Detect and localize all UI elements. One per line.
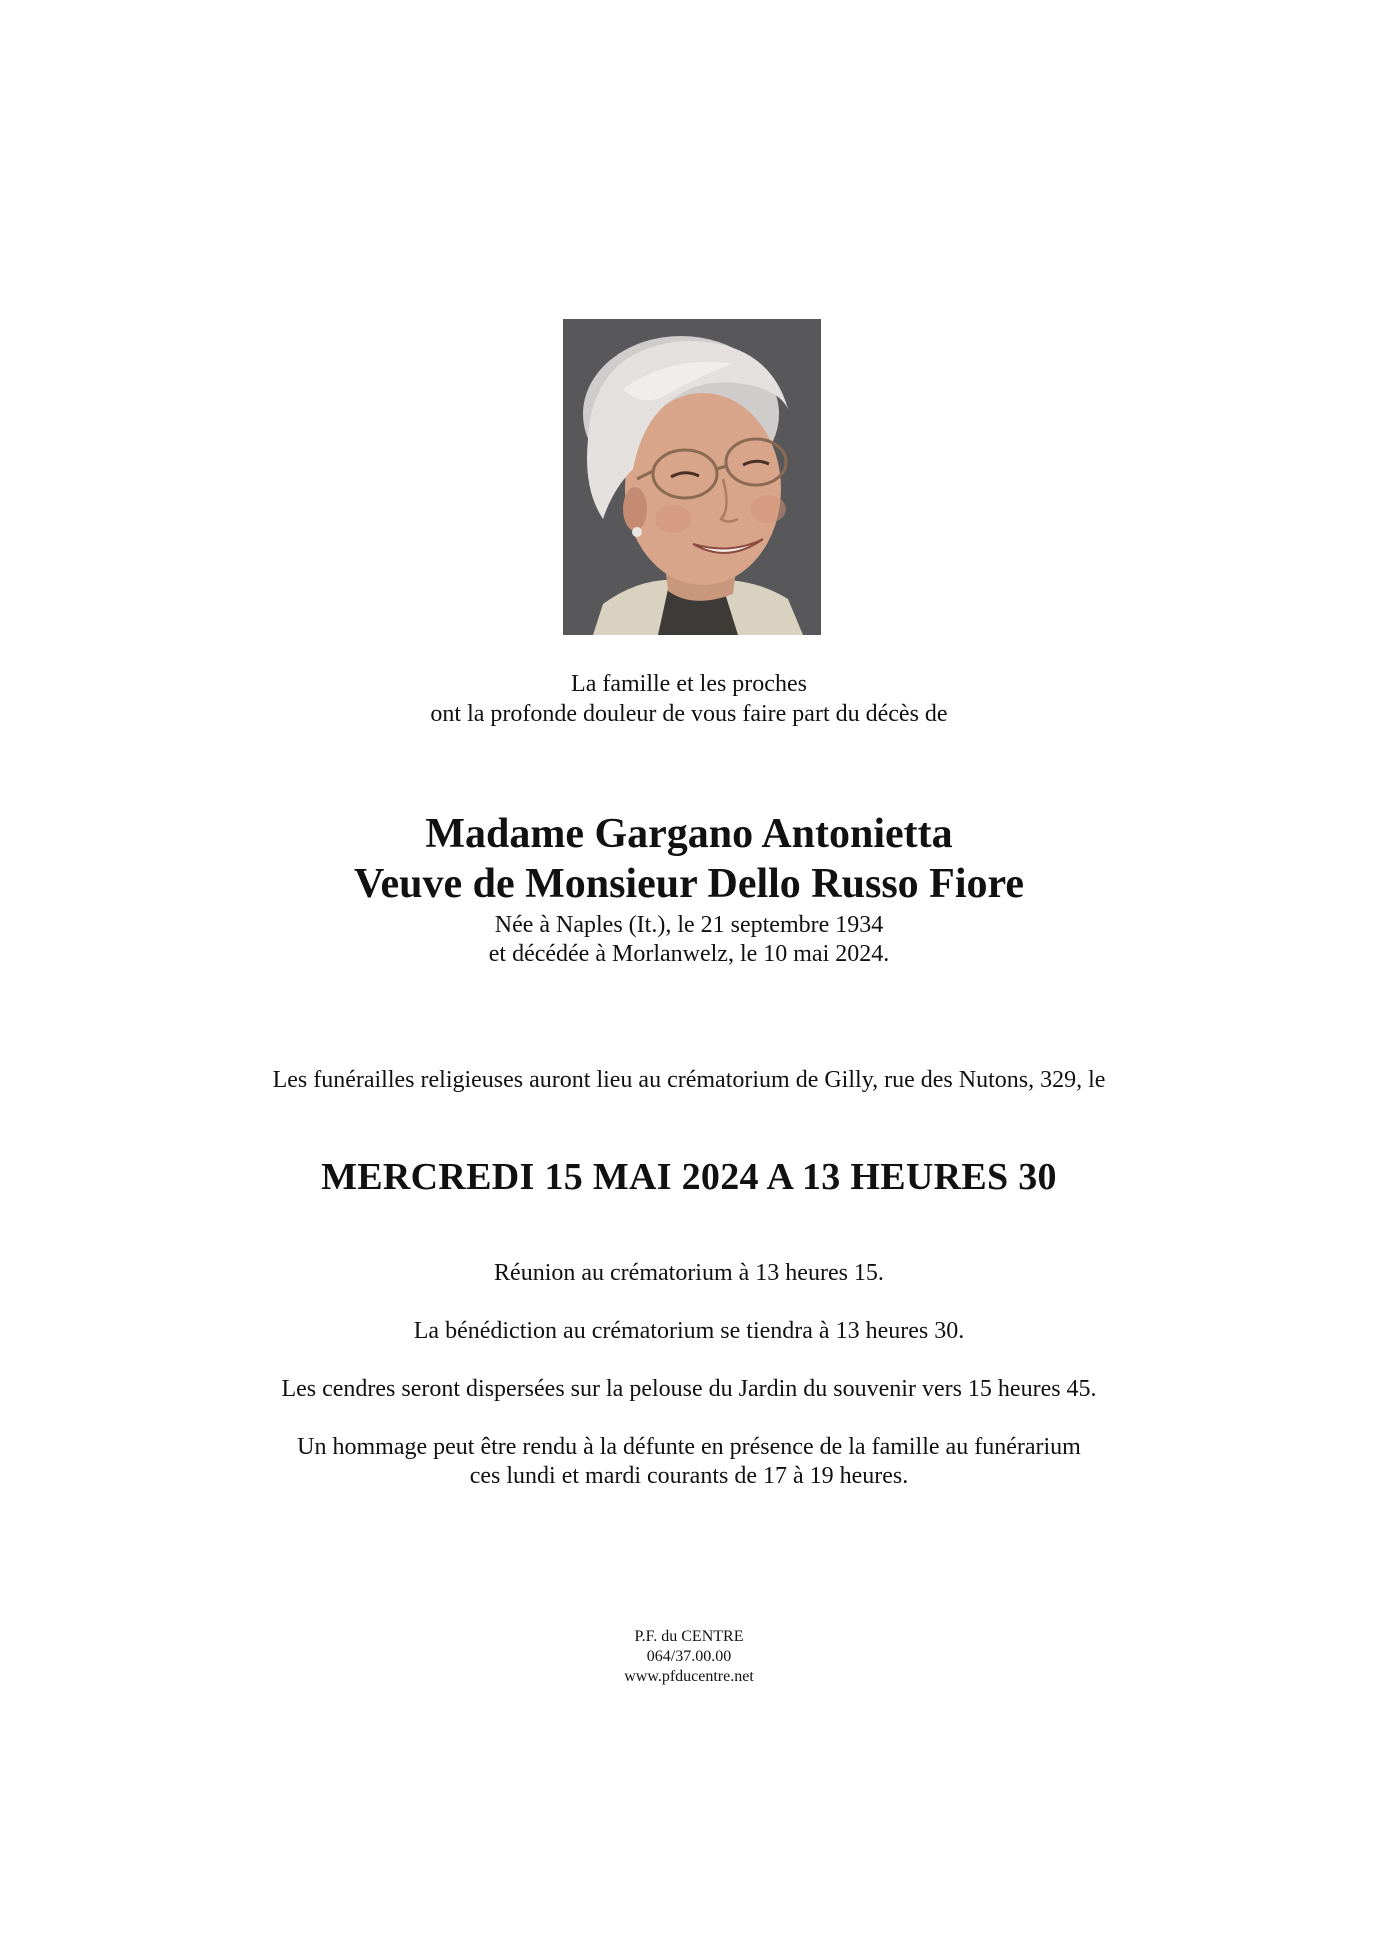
footer-company: P.F. du CENTRE <box>634 1628 744 1645</box>
tribute-line-1: Un hommage peut être rendu à la défunte en présence de la famille au funérarium <box>297 1434 1081 1460</box>
deceased-name: Madame Gargano Antonietta <box>425 811 953 857</box>
portrait-photo <box>563 319 821 635</box>
funeral-date: MERCREDI 15 MAI 2024 A 13 HEURES 30 <box>321 1156 1057 1198</box>
footer-phone: 064/37.00.00 <box>646 1648 732 1665</box>
tribute-line-2: ces lundi et mardi courants de 17 à 19 heures. <box>469 1463 909 1489</box>
birth-info: Née à Naples (It.), le 21 septembre 1934 <box>494 912 884 938</box>
intro-line-2: ont la profonde douleur de vous faire part du décès de <box>430 701 948 727</box>
intro-line-1: La famille et les proches <box>571 671 807 697</box>
funeral-intro: Les funérailles religieuses auront lieu au crématorium de Gilly, rue des Nutons, 329, le <box>272 1067 1106 1093</box>
portrait-photo-icon <box>563 319 821 635</box>
meeting-info: Réunion au crématorium à 13 heures 15. <box>494 1260 884 1286</box>
blessing-info: La bénédiction au crématorium se tiendra à 13 heures 30. <box>413 1318 965 1344</box>
death-info: et décédée à Morlanwelz, le 10 mai 2024. <box>488 941 890 967</box>
footer-website: www.pfducentre.net <box>624 1668 754 1685</box>
deceased-spouse: Veuve de Monsieur Dello Russo Fiore <box>353 861 1025 907</box>
ashes-info: Les cendres seront dispersées sur la pelouse du Jardin du souvenir vers 15 heures 45. <box>281 1376 1097 1402</box>
